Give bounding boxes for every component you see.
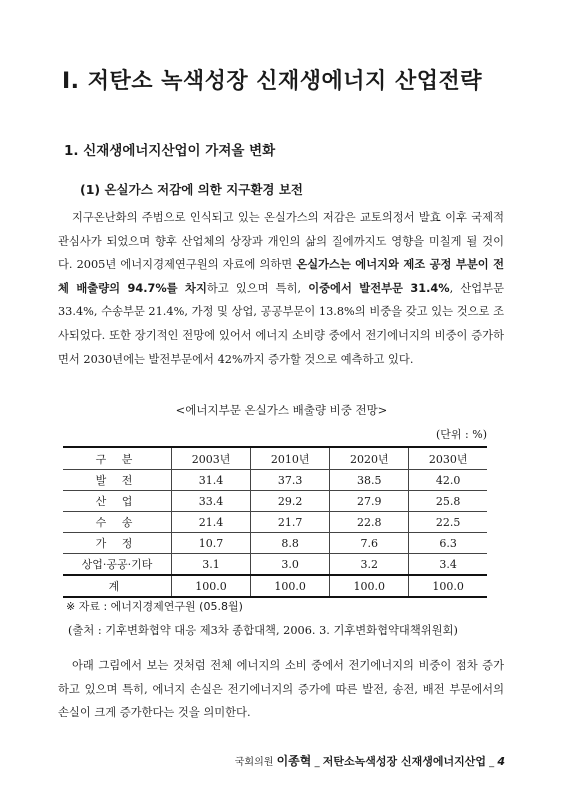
table-header-row (63, 447, 487, 470)
header-2010: 2010년 (251, 447, 330, 470)
cell-value: 38.5 (330, 470, 409, 491)
table-row (63, 491, 487, 512)
cell-value: 22.8 (330, 512, 409, 533)
table-caption: <에너지부문 온실가스 배출량 비중 전망> (175, 403, 388, 417)
cell-value: 100.0 (330, 575, 409, 597)
cell-value: 7.6 (330, 533, 409, 554)
row-label: 산 업 (63, 491, 172, 512)
header-2030: 2030년 (409, 447, 487, 470)
cell-value: 3.2 (330, 554, 409, 576)
cell-value: 100.0 (409, 575, 487, 597)
table-source-note: ※ 자료 : 에너지경제연구원 (05.8월) (66, 600, 243, 613)
cell-value: 25.8 (409, 491, 487, 512)
body-paragraph-2: 아래 그림에서 보는 것처럼 전체 에너지의 소비 중에서 전기에너지의 비중이 점차 증가하고 있으며 특히, 에너지 손실은 전기에너지의 증가에 따른 발전, 송전, 배전 부문에서의 손실이 크게 증가한다는 것을 의미한다. (58, 659, 504, 720)
row-label: 계 (63, 575, 172, 597)
page-number: 4 (497, 755, 505, 768)
cell-value: 8.8 (251, 533, 330, 554)
table-row (63, 533, 487, 554)
body-paragraph-1 (58, 206, 504, 371)
row-label: 발 전 (63, 470, 172, 491)
cell-value: 100.0 (172, 575, 251, 597)
footer-separator: _ (314, 757, 320, 768)
table-row (63, 554, 487, 576)
emission-share-table (63, 446, 487, 598)
chapter-title: Ⅰ. 저탄소 녹색성장 신재생에너지 산업전략 (62, 69, 482, 94)
cell-value: 27.9 (330, 491, 409, 512)
cell-value: 37.3 (251, 470, 330, 491)
header-2003: 2003년 (172, 447, 251, 470)
para1-text-1: 지구온난화의 주범으로 인식되고 있는 온실가스의 저감은 교토의정서 발효 이후 국제적 관심사가 되었으며 향후 산업체의 상장과 개인의 삶의 질에까지도 영향을 미칠게 될 것이다. 2005년 에너지경제연구원의 자료에 의하면 (58, 211, 504, 272)
cell-value: 21.4 (172, 512, 251, 533)
footer-org: 국회의원 (234, 757, 274, 768)
section-title: 1. 신재생에너지산업이 가져올 변화 (64, 143, 276, 159)
para1-text-3: , 산업부문 33.4%, 수송부문 21.4%, 가정 및 상업, 공공부문이 13.8%의 비중을 갖고 있는 것으로 조사되었다. 또한 장기적인 전망에 있어서 에너지 소비량 중에서 전기에너지의 비중이 증가하면서 2030년에는 발전부문에서 42%까지 증가할 것으로 예측하고 있다. (58, 281, 504, 366)
page-footer (235, 752, 505, 769)
cell-value: 3.4 (409, 554, 487, 576)
cell-value: 10.7 (172, 533, 251, 554)
table-row (63, 470, 487, 491)
cell-value: 29.2 (251, 491, 330, 512)
cell-value: 22.5 (409, 512, 487, 533)
para1-bold-2: 이중에서 발전부문 31.4% (308, 281, 450, 295)
cell-value: 3.0 (251, 554, 330, 576)
header-2020: 2020년 (330, 447, 409, 470)
row-label: 수 송 (63, 512, 172, 533)
table-total-row (63, 575, 487, 597)
table-citation: (출처 : 기후변화협약 대응 제3차 종합대책, 2006. 3. 기후변화협약대책위원회) (68, 624, 458, 637)
cell-value: 21.7 (251, 512, 330, 533)
subsection-title: (1) 온실가스 저감에 의한 지구환경 보전 (80, 182, 304, 197)
footer-author: 이종혁 (276, 754, 312, 768)
cell-value: 31.4 (172, 470, 251, 491)
cell-value: 100.0 (251, 575, 330, 597)
para1-text-2: 하고 있으며 특히, (206, 281, 309, 295)
table-unit: (단위 : %) (436, 428, 487, 441)
para1-bold-1: 온실가스는 에너지와 제조 공정 부분이 전체 배출량의 94.7%를 차지 (58, 258, 504, 295)
cell-value: 33.4 (172, 491, 251, 512)
footer-separator: _ (489, 757, 495, 768)
table-row (63, 512, 487, 533)
row-label: 상업·공공·기타 (63, 554, 172, 576)
row-label: 가 정 (63, 533, 172, 554)
cell-value: 42.0 (409, 470, 487, 491)
cell-value: 6.3 (409, 533, 487, 554)
footer-book-title: 저탄소녹색성장 신재생에너지산업 (322, 755, 486, 768)
cell-value: 3.1 (172, 554, 251, 576)
header-category: 구 분 (63, 447, 172, 470)
